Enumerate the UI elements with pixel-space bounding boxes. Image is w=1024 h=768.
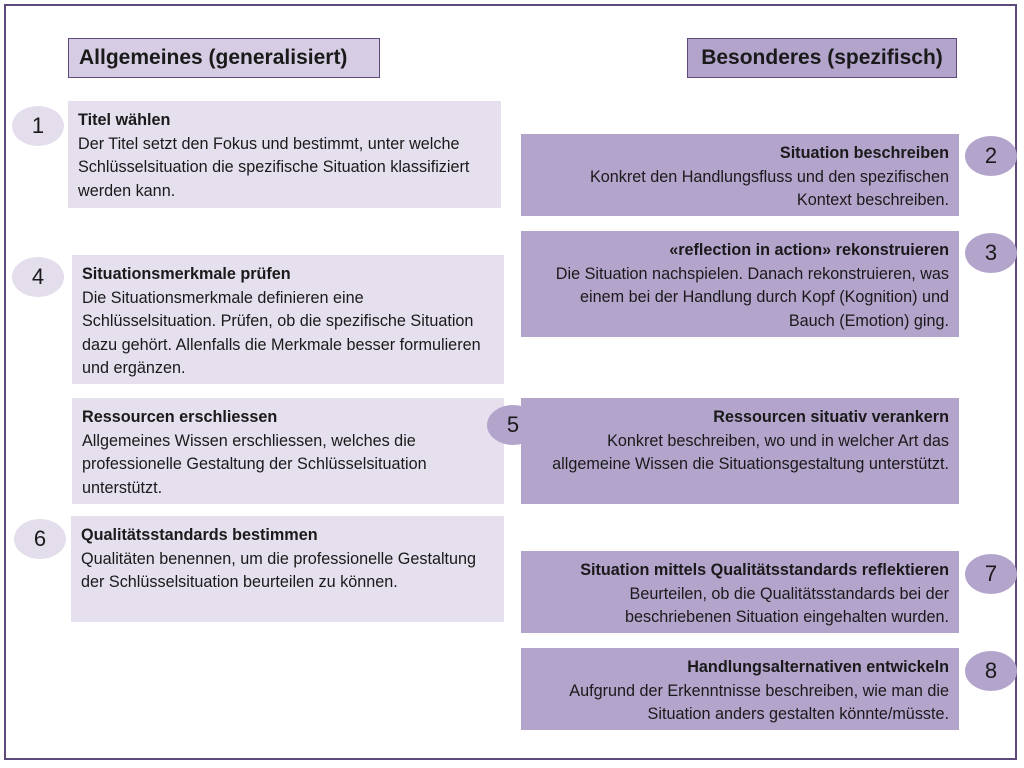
step-title: Situationsmerkmale prüfen — [82, 265, 291, 283]
step-title: Situation mittels Qualitätsstandards reflektieren — [580, 561, 949, 579]
step-title: Titel wählen — [78, 111, 171, 129]
step-number-7: 7 — [965, 554, 1017, 594]
step-box-handlungsalternativen — [521, 648, 959, 730]
step-box-ressourcen-erschliessen — [72, 398, 504, 504]
header-besonderes: Besonderes (spezifisch) — [687, 38, 957, 78]
step-text: Der Titel setzt den Fokus und bestimmt, unter welche Schlüsselsituation die spezifische Situation klassifiziert werden kann. — [78, 134, 470, 200]
step-text: Beurteilen, ob die Qualitätsstandards bei der beschriebenen Situation eingehalten wurden. — [625, 584, 949, 627]
step-box-reflection-in-action — [521, 231, 959, 337]
step-number-1: 1 — [12, 106, 64, 146]
step-text: Allgemeines Wissen erschliessen, welches die professionelle Gestaltung der Schlüsselsituation unterstützt. — [82, 431, 427, 497]
step-text: Konkret beschreiben, wo und in welcher Art das allgemeine Wissen die Situationsgestaltung unterstützt. — [552, 431, 949, 474]
header-allgemeines: Allgemeines (generalisiert) — [68, 38, 380, 78]
step-number-4: 4 — [12, 257, 64, 297]
step-number-8: 8 — [965, 651, 1017, 691]
step-text: Die Situationsmerkmale definieren eine Schlüsselsituation. Prüfen, ob die spezifische Situation dazu gehört. Allenfalls die Merkmale besser formulieren und ergänzen. — [82, 288, 481, 378]
step-text: Aufgrund der Erkenntnisse beschreiben, wie man die Situation anders gestalten könnte/müsste. — [569, 681, 949, 724]
step-text: Konkret den Handlungsfluss und den spezifischen Kontext beschreiben. — [589, 167, 949, 210]
step-number-6: 6 — [14, 519, 66, 559]
step-box-situationsmerkmale-pruefen — [72, 255, 504, 384]
step-title: Situation beschreiben — [779, 144, 949, 162]
step-box-titel-waehlen — [68, 101, 501, 208]
step-title: Ressourcen situativ verankern — [713, 408, 949, 426]
step-number-5: 5 — [487, 405, 539, 445]
step-title: «reflection in action» rekonstruieren — [669, 241, 949, 259]
step-title: Ressourcen erschliessen — [82, 408, 278, 426]
step-box-ressourcen-situativ-verankern — [521, 398, 959, 504]
step-box-situation-reflektieren — [521, 551, 959, 633]
step-text: Qualitäten benennen, um die professionelle Gestaltung der Schlüsselsituation beurteilen zu können. — [81, 549, 477, 592]
step-box-qualitaetsstandards-bestimmen — [71, 516, 504, 622]
step-number-3: 3 — [965, 233, 1017, 273]
step-title: Handlungsalternativen entwickeln — [687, 658, 949, 676]
step-title: Qualitätsstandards bestimmen — [81, 526, 318, 544]
step-box-situation-beschreiben — [521, 134, 959, 216]
step-number-2: 2 — [965, 136, 1017, 176]
step-text: Die Situation nachspielen. Danach rekonstruieren, was einem bei der Handlung durch Kopf (Kognition) und Bauch (Emotion) ging. — [555, 264, 949, 330]
